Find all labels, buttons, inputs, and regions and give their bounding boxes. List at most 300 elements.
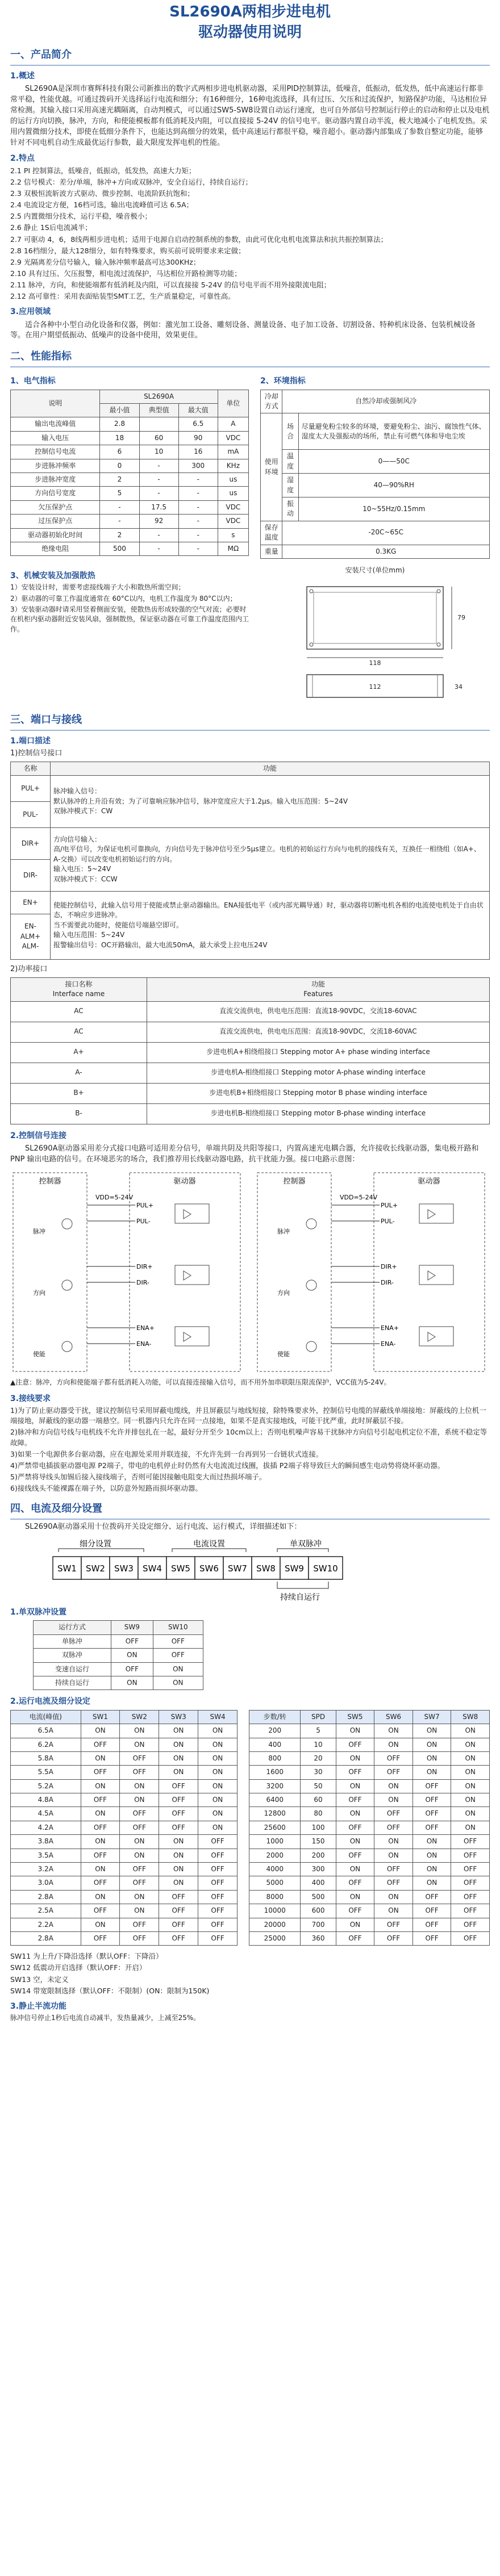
table-header: SW1: [81, 1710, 120, 1724]
table-cell: OFF: [336, 1766, 374, 1779]
table-cell: 重量: [261, 545, 282, 558]
table-cell: ON: [120, 1738, 159, 1751]
table-row: [11, 1001, 490, 1022]
table-cell: 脉冲输入信号： 默认脉冲的上升沿有效；为了可靠响应脉冲信号，脉冲宽度应大于1.2μs。输入电压范围：5~24V 双脉冲模式下：CW: [51, 775, 490, 827]
table-cell: OFF: [336, 1931, 374, 1945]
table-row: [11, 1724, 238, 1738]
table-cell: OFF: [413, 1821, 451, 1834]
table-cell: OFF: [153, 1634, 203, 1648]
table-cell: OFF: [198, 1835, 238, 1849]
table-cell: 5.5A: [11, 1766, 81, 1779]
table-row: [11, 431, 249, 445]
table-cell: OFF: [413, 1890, 451, 1904]
wiring-note: 1)为了防止驱动器受干扰，建议控制信号采用屏蔽电缆线，并且屏蔽层与地线短接，除特殊要求外，控制信号电缆的屏蔽线单端接地：屏蔽线的上位机一端接地，屏蔽线的驱动器一端悬空。同一机器内只允许在同一点接地，如果不是真实接地线，可能干扰严重，此时屏蔽层不接。: [10, 1406, 486, 1425]
table-cell: -: [139, 542, 178, 555]
table-row: [11, 1083, 490, 1103]
table-header: SW8: [451, 1710, 490, 1724]
table-header: 运行方式: [34, 1621, 111, 1634]
table-cell: 18: [100, 431, 139, 445]
switch-label: SW1: [57, 1563, 77, 1574]
table-row: [249, 1890, 490, 1904]
table-header: 功能: [51, 762, 490, 775]
table-cell: DIR+: [11, 827, 51, 859]
table-cell: 持续自运行: [34, 1676, 111, 1690]
table-cell: OFF: [120, 1751, 159, 1765]
table-header: 步数/转: [249, 1710, 301, 1724]
table-cell: -: [100, 515, 139, 528]
table-cell: 单脉冲: [34, 1634, 111, 1648]
switch-label: SW10: [313, 1563, 338, 1574]
table-row: [11, 1876, 238, 1890]
led-symbol: [184, 1271, 191, 1280]
table-cell: OFF: [413, 1931, 451, 1945]
table-cell: ON: [451, 1793, 490, 1807]
group-label: 单双脉冲: [290, 1540, 322, 1549]
table-cell: ON: [336, 1751, 374, 1765]
table-cell: OFF: [336, 1793, 374, 1807]
table-row: [11, 1022, 490, 1042]
table-cell: A: [218, 417, 248, 431]
table-row: [249, 1835, 490, 1849]
table-row: [11, 1766, 238, 1779]
table-cell: 16: [178, 445, 218, 459]
pin-label: DIR-: [381, 1278, 394, 1286]
half-current-heading: 3.静止半流功能: [10, 2001, 67, 2011]
table-cell: 场合: [282, 413, 298, 450]
transistor-symbol: [306, 1219, 316, 1229]
dimension-label: 安装尺寸(单位mm): [345, 566, 405, 574]
table-row: [11, 445, 249, 459]
doc-title-line1: SL2690A两相步进电机: [169, 3, 331, 20]
table-row: [11, 472, 249, 486]
table-cell: 700: [301, 1918, 336, 1931]
transistor-symbol: [306, 1341, 316, 1352]
section4-heading: 四、电流及细分设置: [10, 1503, 102, 1515]
led-symbol: [184, 1332, 191, 1341]
bracket: [59, 1549, 144, 1552]
table-cell: PUL+: [11, 775, 51, 801]
wiring-note: 4)严禁带电插拔驱动器电源 P2端子，带电的电机停止时仍然有大电流流过线圈，拔插 P2端子将导致巨大的瞬间感生电动势将烧坏驱动器。: [10, 1461, 445, 1470]
table-cell: 步进电机B+相绕组接口 Stepping motor B phase winding interface: [147, 1083, 490, 1103]
table-cell: 6.2A: [11, 1738, 81, 1751]
table-cell: 100: [301, 1821, 336, 1834]
group-label: 细分设置: [80, 1540, 111, 1549]
sw-note: SW11 为上升/下降沿选择（默认OFF：下降沿）: [10, 1952, 163, 1961]
dimension-drawing: [260, 566, 490, 706]
table-row: [11, 542, 249, 555]
section-rule: [10, 1519, 490, 1520]
table-cell: ON: [120, 1835, 159, 1849]
feature-item: 2.1 PI 控制算法，低噪音，低振动，低发热，高速大力矩；: [10, 166, 196, 175]
table-header: 名称: [11, 762, 51, 775]
table-row: [11, 1904, 238, 1918]
table-cell: 4.8A: [11, 1793, 81, 1807]
dip-switch-diagram: [10, 1536, 490, 1604]
table-cell: ON: [336, 1724, 374, 1738]
table-cell: OFF: [81, 1738, 120, 1751]
table-cell: OFF: [159, 1904, 198, 1918]
feature-item: 2.12 高可靠性：采用表面贴装型SMT工艺，生产质量稳定，可靠性高。: [10, 292, 235, 301]
led-symbol: [184, 1210, 191, 1219]
table-cell: VDC: [218, 515, 248, 528]
table-cell: PUL-: [11, 801, 51, 827]
table-cell: 4.5A: [11, 1807, 81, 1821]
table-cell: OFF: [198, 1876, 238, 1890]
table-row: [11, 1807, 238, 1821]
table-cell: 驱动器初始化时间: [11, 528, 100, 542]
table-row: [11, 1103, 490, 1124]
table-cell: ON: [336, 1890, 374, 1904]
table-cell: OFF: [451, 1890, 490, 1904]
table-cell: OFF: [159, 1890, 198, 1904]
current-table: [10, 1710, 238, 1946]
section3-heading: 三、端口与接线: [10, 714, 82, 726]
table-header: SW9: [111, 1621, 153, 1634]
table-cell: 绝缘电阻: [11, 542, 100, 555]
table-cell: VDC: [218, 431, 248, 445]
table-header: SW6: [374, 1710, 413, 1724]
mount-hole: [437, 589, 440, 593]
controller-box: [257, 1173, 331, 1371]
table-cell: 200: [249, 1724, 301, 1738]
pin-label: ENA-: [136, 1340, 152, 1348]
table-cell: 使用环境: [261, 413, 282, 521]
table-cell: 2.5A: [11, 1904, 81, 1918]
pulse-mode-table: [33, 1620, 203, 1690]
table-cell: 输出电流峰值: [11, 417, 100, 431]
wiring-note: 3)如果一个电源供多台驱动器，应在电源处采用并联连接，不允许先到一台再到另一台链状式连接。: [10, 1449, 323, 1458]
table-cell: ON: [451, 1779, 490, 1793]
install-heading: 3、机械安装及加强散热: [10, 571, 95, 580]
section-rule: [10, 366, 490, 367]
dim-width-text: 118: [369, 659, 381, 667]
table-header: 功能 Features: [147, 977, 490, 1001]
table-row: [249, 1724, 490, 1738]
table-cell: A+: [11, 1042, 147, 1063]
table-cell: 10000: [249, 1904, 301, 1918]
bracket: [277, 1582, 328, 1588]
table-header: SW7: [413, 1710, 451, 1724]
table-cell: 尽量避免粉尘较多的环境，要避免粉尘、油污、腐蚀性气体、湿度太大及强振动的场所，禁止有可燃气体和导电尘埃: [298, 413, 489, 450]
table-cell: ON: [159, 1738, 198, 1751]
section-title: [10, 349, 490, 367]
table-cell: 2.2A: [11, 1918, 81, 1931]
features-list: [10, 166, 490, 302]
table-cell: 自然冷却或强制风冷: [282, 390, 490, 413]
table-cell: ON: [451, 1807, 490, 1821]
led-symbol: [428, 1332, 435, 1341]
table-cell: ON: [413, 1849, 451, 1862]
table-cell: 4.2A: [11, 1821, 81, 1834]
table-cell: OFF: [413, 1904, 451, 1918]
table-cell: 20000: [249, 1918, 301, 1931]
sw-note: SW12 低震动开启选择（默认OFF：开启）: [10, 1963, 147, 1972]
table-cell: ON: [81, 1724, 120, 1738]
optocoupler: [419, 1204, 453, 1223]
table-cell: 3.8A: [11, 1835, 81, 1849]
table-cell: -: [178, 472, 218, 486]
table-cell: 方向信号输入： 高/电平信号，为保证电机可靠换向，方向信号先于脉冲信号至少5μs建立。电机的初始运行方向与电机的接线有关，互换任一相绕组（如A+、A-交换）可以改变电机初始运行的方向。 输入电压：5~24V 双脉冲模式下：CCW: [51, 827, 490, 891]
table-cell: OFF: [336, 1849, 374, 1862]
table-cell: ON: [81, 1779, 120, 1793]
table-cell: OFF: [159, 1807, 198, 1821]
switch-label: SW8: [256, 1563, 276, 1574]
table-cell: 2.8A: [11, 1931, 81, 1945]
pin-label: ENA+: [136, 1324, 155, 1332]
table-cell: OFF: [159, 1793, 198, 1807]
table-cell: ON: [159, 1724, 198, 1738]
table-cell: 步进电机A-相绕组接口 Stepping motor A-phase winding interface: [147, 1063, 490, 1083]
table-cell: 10: [139, 445, 178, 459]
table-row: [11, 1931, 238, 1945]
transistor-symbol: [62, 1219, 72, 1229]
table-cell: OFF: [336, 1821, 374, 1834]
table-row: [249, 1751, 490, 1765]
install-note: 1）安装设计时，需要考虑接线端子大小和散热所需空间；: [10, 583, 185, 592]
sw-note: SW14 带宽限制选择（默认OFF：不限制）(ON：限制为150K): [10, 1986, 210, 1995]
table-cell: ON: [81, 1890, 120, 1904]
group-label: 持续自运行: [280, 1593, 320, 1603]
table-cell: 6400: [249, 1793, 301, 1807]
table-cell: ON: [374, 1779, 413, 1793]
table-cell: ON: [198, 1807, 238, 1821]
table-cell: 步进电机A+相绕组接口 Stepping motor A+ phase winding interface: [147, 1042, 490, 1063]
driver-label: 驱动器: [173, 1177, 196, 1186]
table-cell: OFF: [198, 1863, 238, 1876]
feature-item: 2.2 信号模式：差分/单端，脉冲+方向或双脉冲，安全自运行，持续自运行；: [10, 177, 253, 186]
table-cell: EN- ALM+ ALM-: [11, 914, 51, 959]
table-cell: OFF: [81, 1821, 120, 1834]
table-cell: 控制信号电流: [11, 445, 100, 459]
table-cell: ON: [198, 1766, 238, 1779]
table-header: SPD: [301, 1710, 336, 1724]
table-cell: A-: [11, 1063, 147, 1083]
feature-item: 2.6 静止 1S后电流减半；: [10, 223, 92, 232]
led-symbol: [428, 1210, 435, 1219]
dim-depth-text: 34: [455, 683, 463, 691]
table-cell: ON: [120, 1849, 159, 1862]
table-header: 说明: [11, 390, 100, 417]
table-header: SW2: [120, 1710, 159, 1724]
wiring-diagrams: [10, 1170, 490, 1374]
table-row: [11, 1918, 238, 1931]
table-cell: ON: [451, 1821, 490, 1834]
section2-heading: 二、性能指标: [10, 350, 72, 363]
table-cell: 200: [301, 1849, 336, 1862]
controller-label: 控制器: [39, 1177, 61, 1186]
table-cell: OFF: [120, 1876, 159, 1890]
table-cell: 12800: [249, 1807, 301, 1821]
table-cell: ON: [120, 1890, 159, 1904]
transistor-symbol: [62, 1280, 72, 1290]
table-cell: ON: [413, 1766, 451, 1779]
install-note: 2）驱动器的可靠工作温度通常在 60°C以内，电机工作温度为 80°C以内；: [10, 594, 237, 603]
table-cell: 800: [249, 1751, 301, 1765]
table-cell: ON: [81, 1835, 120, 1849]
applications-paragraph: 适合各种中小型自动化设备和仪器，例如：激光加工设备、雕刻设备、测量设备、电子加工设备、切割设备、特种机床设备、包装机械设备等。在用户期望低振动、低噪声的设备中使用，效果更佳。: [10, 320, 476, 340]
table-cell: 步进电机B-相绕组接口 Stepping motor B-phase winding interface: [147, 1103, 490, 1124]
table-cell: 变速自运行: [34, 1662, 111, 1676]
bracket: [172, 1549, 246, 1552]
table-row: [11, 1779, 238, 1793]
feature-item: 2.11 脉冲，方向，和使能端都有低消耗及内阻，可以直接接 5-24V 的信号电平而不用外接限流电阻；: [10, 281, 331, 289]
table-cell: ON: [374, 1835, 413, 1849]
signal-label: 使能: [33, 1350, 45, 1358]
table-cell: -20C~65C: [282, 521, 490, 545]
feature-item: 2.3 双极恒流斩波方式驱动、微步控制、电流阶跃抗饱和；: [10, 189, 194, 198]
pin-label: PUL-: [381, 1217, 395, 1225]
table-cell: 80: [301, 1807, 336, 1821]
table-cell: 2.8: [100, 417, 139, 431]
overview-paragraph: SL2690A是深圳市赛辉科技有限公司新推出的数字式两相步进电机驱动器，采用PID控制算法，低噪音，低振动，低发热，低中高速运行都非常平稳，性能优越。可通过拨码开关选择运行电流和细分；有16种细分，16种电流选择，具有过压、欠压和过流保护，短路保护功能，马达相位异常检测。其输入接口采用高速光耦隔离，自动判模式，可以通过SW5-SW8设置自动运行速度，也可自外部信号控制运行停止的启动和停止以及电机的运行方向切换，脉冲，方向，和使能模板都有低消耗及内阻，可以直接接 5-24V 的信号电平。驱动器内置自动半流，极大地减小了电机发热。采用内置微细分技术，即使在低细分条件下，也能达到高细分的效果，低中高速运行都很平稳，噪音超小。驱动器内部集成了参数自整定功能，能够针对不同电机自动生成最优运行参数，最大限度发挥电机的性能。: [10, 85, 490, 147]
table-cell: ON: [451, 1766, 490, 1779]
table-cell: OFF: [81, 1904, 120, 1918]
table-cell: OFF: [413, 1779, 451, 1793]
features-heading: 2.特点: [10, 154, 35, 164]
pin-label: DIR-: [136, 1278, 149, 1286]
table-cell: 8000: [249, 1890, 301, 1904]
table-cell: 30: [301, 1766, 336, 1779]
pin-label: PUL+: [136, 1201, 154, 1209]
signal-label: 使能: [277, 1350, 290, 1358]
table-cell: ON: [198, 1821, 238, 1834]
table-cell: OFF: [413, 1793, 451, 1807]
table-cell: OFF: [198, 1931, 238, 1945]
table-cell: ON: [336, 1807, 374, 1821]
table-cell: 6.5A: [11, 1724, 81, 1738]
switch-label: SW4: [143, 1563, 162, 1574]
table-cell: -: [178, 500, 218, 514]
wiring-note: 5)严禁将导线头加锡后接入接线端子，否则可能因接触电阻变大而过热损坏端子。: [10, 1472, 266, 1481]
table-cell: ON: [374, 1738, 413, 1751]
dip-intro: SL2690A驱动器采用十位拨码开关设定细分、运行电流、运行模式，详细描述如下：: [25, 1523, 302, 1532]
table-cell: 25000: [249, 1931, 301, 1945]
section-rule: [10, 730, 490, 731]
table-cell: 步进脉冲频率: [11, 459, 100, 472]
table-cell: 5000: [249, 1876, 301, 1890]
overview-heading: 1.概述: [10, 72, 35, 81]
table-cell: OFF: [159, 1779, 198, 1793]
table-cell: OFF: [111, 1634, 153, 1648]
switch-label: SW7: [228, 1563, 247, 1574]
table-cell: ON: [159, 1766, 198, 1779]
table-cell: ON: [198, 1779, 238, 1793]
table-cell: 5: [100, 487, 139, 500]
table-cell: 300: [301, 1863, 336, 1876]
table-cell: 10~55Hz/0.15mm: [298, 497, 489, 521]
table-cell: OFF: [451, 1863, 490, 1876]
table-cell: OFF: [81, 1876, 120, 1890]
table-cell: 冷却方式: [261, 390, 282, 413]
table-cell: ON: [336, 1835, 374, 1849]
mount-hole: [310, 589, 313, 593]
dim-height-text: 79: [457, 614, 465, 622]
switch-label: SW2: [86, 1563, 105, 1574]
table-cell: OFF: [120, 1766, 159, 1779]
table-cell: ON: [159, 1835, 198, 1849]
pin-label: ENA-: [381, 1340, 396, 1348]
table-cell: us: [218, 472, 248, 486]
table-cell: 60: [301, 1793, 336, 1807]
environment-heading: 2、环境指标: [260, 377, 306, 386]
table-cell: 湿度: [282, 474, 298, 497]
optocoupler: [175, 1327, 209, 1346]
table-cell: 欠压保护点: [11, 500, 100, 514]
table-cell: 5.8A: [11, 1751, 81, 1765]
table-header: SW4: [198, 1710, 238, 1724]
table-header: SW5: [336, 1710, 374, 1724]
table-cell: OFF: [374, 1918, 413, 1931]
switch-label: SW9: [285, 1563, 304, 1574]
table-cell: B+: [11, 1083, 147, 1103]
ctrl-wiring-paragraph: SL2690A驱动器采用差分式接口电路可适用差分信号，单端共阴及共阳等接口，内置高速光电耦合器，允许接收长线驱动器，集电极开路和PNP 输出电路的信号。在环境恶劣的场合，我们推荐用长线驱动器电路，抗干扰能力强。接口电路示意图：: [10, 1144, 479, 1164]
table-cell: -: [139, 528, 178, 542]
table-cell: AC: [11, 1022, 147, 1042]
environment-specs: [260, 371, 490, 559]
table-row: [11, 1821, 238, 1834]
vdd-label: VDD=5-24V: [95, 1193, 134, 1201]
table-cell: OFF: [374, 1821, 413, 1834]
table-cell: ON: [336, 1918, 374, 1931]
pin-label: DIR+: [136, 1262, 153, 1270]
table-cell: 6: [100, 445, 139, 459]
table-row: [11, 1063, 490, 1083]
led-symbol: [428, 1271, 435, 1280]
table-cell: 60: [139, 431, 178, 445]
table-row: [34, 1634, 203, 1648]
table-cell: ON: [374, 1849, 413, 1862]
electrical-table: [10, 390, 249, 557]
feature-item: 2.10 具有过压、欠压报警，相电流过流保护，马达相位开路检测等功能；: [10, 269, 241, 278]
table-cell: 直流交流供电，供电电压范围：直流18-90VDC，交流18-60VAC: [147, 1022, 490, 1042]
table-cell: 2: [100, 528, 139, 542]
table-cell: OFF: [81, 1849, 120, 1862]
optocoupler: [175, 1204, 209, 1223]
table-cell: 25600: [249, 1821, 301, 1834]
table-row: [34, 1662, 203, 1676]
table-row: [249, 1821, 490, 1834]
install-note: 3）安装驱动器时请采用竖着侧面安装，使散热齿形成较强的空气对流；必要时在机柜内驱动器附近安装风扇，强制散热，保证驱动器在可靠工作温度范围内工作。: [10, 605, 249, 633]
settings-tables: [10, 1710, 490, 1946]
table-header: SL2690A: [100, 390, 218, 403]
table-cell: ON: [336, 1863, 374, 1876]
table-cell: ON: [451, 1751, 490, 1765]
table-cell: OFF: [374, 1751, 413, 1765]
table-cell: -: [139, 487, 178, 500]
table-cell: OFF: [81, 1766, 120, 1779]
table-header: 最大值: [178, 404, 218, 417]
install-columns: [10, 566, 490, 706]
table-row: [249, 1807, 490, 1821]
table-row: [11, 1849, 238, 1862]
table-cell: DIR-: [11, 859, 51, 891]
table-cell: OFF: [374, 1863, 413, 1876]
electrical-specs: [10, 371, 249, 559]
pin-label: DIR+: [381, 1262, 397, 1270]
vdd-label: VDD=5-24V: [340, 1193, 378, 1201]
sw-notes: [10, 1951, 490, 1996]
table-cell: 双脉冲: [34, 1649, 111, 1662]
table-cell: 方向信号宽度: [11, 487, 100, 500]
table-cell: OFF: [198, 1904, 238, 1918]
table-cell: OFF: [198, 1849, 238, 1862]
table-cell: ON: [120, 1904, 159, 1918]
table-cell: 4000: [249, 1863, 301, 1876]
switch-label: SW6: [199, 1563, 219, 1574]
applications-heading: 3.应用领域: [10, 307, 51, 317]
signal-label: 方向: [33, 1289, 45, 1297]
wiring-req-list: [10, 1406, 490, 1494]
